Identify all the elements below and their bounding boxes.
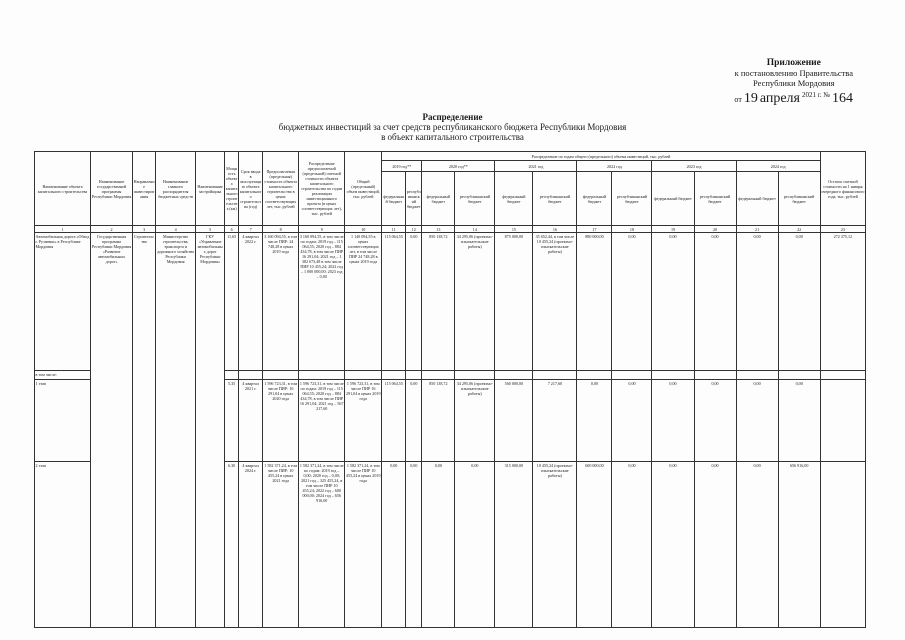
header-remaining: Остаток сметной стоимости на 1 января очередного финансового года, тыс. рублей: [820, 152, 865, 226]
value-cell: 115 064,55: [382, 233, 406, 371]
total-cell: 1 582 371,24, в том числе ПИР 10 455,24 в ценах 2019 года: [345, 462, 382, 628]
decree-day: 19: [743, 91, 758, 106]
header-fed-2021: федеральный бюджет: [495, 172, 533, 226]
object-name-cell: Автомобильная дорога «Обход г. Рузаевки» в Республике Мордовия: [35, 233, 91, 371]
value-cell: 0,00: [577, 380, 612, 462]
value-cell: 0,00: [612, 380, 652, 462]
header-direction: Направление инвестирования: [133, 152, 156, 226]
col-number: 21: [736, 226, 778, 233]
value-cell: 656 916,00: [778, 462, 820, 628]
value-cell: 0,00: [612, 462, 652, 628]
col-number: 10: [345, 226, 382, 233]
col-number: 17: [577, 226, 612, 233]
header-fed-2024: федеральный бюджет: [736, 172, 778, 226]
cost-cell: 3 160 094,55, в том числе ПИР: 24 748,28 в ценах 2019 года: [263, 233, 299, 371]
header-distribution: Распределение предполагаемой (предельной) сметной стоимости объекта капитального строительства по годам реализации инвестиционного проекта (в ценах соответствующих лет), тыс. рублей: [299, 152, 345, 226]
header-rep-2022: республиканский бюджет: [612, 172, 652, 226]
value-cell: 880 000,00: [577, 233, 612, 371]
col-number: 2: [91, 226, 133, 233]
value-cell: 0,00: [652, 462, 694, 628]
appendix-line-2: Республики Мордовия: [753, 78, 835, 88]
value-cell: 0,00: [382, 462, 406, 628]
total-cell: 1 140 094,55 в ценах соответствующих лет, в том числе ПИР 24 748,28 в ценах 2019 года: [345, 233, 382, 371]
header-year-2019: 2019 год**: [382, 161, 422, 172]
col-number: 3: [133, 226, 156, 233]
header-rep-2020: республиканский бюджет: [455, 172, 495, 226]
col-number: 12: [406, 226, 422, 233]
year-cell: 4 квартал 2021 г.: [239, 380, 263, 462]
value-cell: 315 000,00: [495, 462, 533, 628]
document-title: [0, 112, 905, 142]
value-cell: 0,00: [612, 233, 652, 371]
title-line-3: в объект капитального строительства: [381, 132, 524, 142]
col-number: 13: [422, 226, 455, 233]
value-cell: 0,00: [736, 380, 778, 462]
value-cell: 0,00: [406, 233, 422, 371]
cost-cell: 1 582 371,24, в том числе ПИР: 10 455,24 в ценах 2021 года: [263, 462, 299, 628]
cost-cell: 1 596 723,31, в том числе ПИР: 16 291,04 в ценах 2020 года: [263, 380, 299, 462]
header-fed-2019: федеральный бюджет: [382, 172, 406, 226]
value-cell: 10 455,24 (проектно-изыскательские работы): [533, 462, 577, 628]
header-object-name: Наименование объекта капитального строительства: [35, 152, 91, 226]
value-cell: 0,00: [736, 233, 778, 371]
value-cell: 0,00: [406, 380, 422, 462]
column-numbers-row: [35, 226, 866, 233]
capacity-cell: 5,35: [225, 380, 239, 462]
total-cell: 1 596 723,31, в том числе ПИР 16 291,04 в ценах 2019 года: [345, 380, 382, 462]
value-cell: 7 217,60: [533, 380, 577, 462]
col-number: 22: [778, 226, 820, 233]
col-number: 7: [239, 226, 263, 233]
value-cell: 560 000,00: [495, 380, 533, 462]
col-number: 18: [612, 226, 652, 233]
appendix-title: Приложение: [766, 58, 821, 68]
appendix-block: [734, 58, 853, 106]
value-cell: 850 138,72: [422, 380, 455, 462]
col-number: 14: [455, 226, 495, 233]
col-number: 1: [35, 226, 91, 233]
value-cell: 35 652,44, в том числе 10 455,24 (проектно-изыскательские работы): [533, 233, 577, 371]
decree-line: [734, 91, 853, 106]
remaining-cell: 272 375,12: [820, 233, 865, 371]
col-number: 9: [299, 226, 345, 233]
investment-table: [34, 151, 866, 628]
value-cell: 850 138,72: [422, 233, 455, 371]
header-year-2024: 2024 год: [736, 161, 820, 172]
direction-cell: Строительство: [133, 233, 156, 628]
title-line-2: бюджетных инвестиций за счет средств республиканского бюджета Республики Мордовия: [278, 122, 627, 132]
col-number: 19: [652, 226, 694, 233]
distribution-cell: 1 582 371,24, в том числе по годам: 2019 год – 0,00; 2020 год – 0,00; 2021 год – 325 455,24, в том числе ПИР 10 455,24; 2022 год – 600 000,00; 2024 год – 656 916,00: [299, 462, 345, 628]
header-builder: Наименование застройщика: [196, 152, 225, 226]
header-rep-2023: республиканский бюджет: [694, 172, 736, 226]
header-cost: Предполагаемая (предельная) стоимость объекта капитального строительства в ценах соответствующих лет, тыс. рублей: [263, 152, 299, 226]
value-cell: 0,00: [406, 462, 422, 628]
year-cell: 4 квартал 2024 г.: [239, 462, 263, 628]
value-cell: 0,00: [455, 462, 495, 628]
value-cell: 0,00: [422, 462, 455, 628]
program-cell: Государственная программа Республики Мордовия «Развитие автомобильных дорог»: [91, 233, 133, 628]
header-total: Общий (предельный) объем инвестиций, тыс. рублей: [345, 152, 382, 226]
value-cell: 0,00: [778, 233, 820, 371]
value-cell: 0,00: [694, 380, 736, 462]
col-number: 16: [533, 226, 577, 233]
value-cell: 115 064,55: [382, 380, 406, 462]
header-fed-2023: федеральный бюджет: [652, 172, 694, 226]
year-cell: 4 квартал 2022 г.: [239, 233, 263, 371]
value-cell: 34 295,06 (проектно-изыскательские работы): [455, 233, 495, 371]
header-year-2023: 2023 год: [652, 161, 736, 172]
decree-from: от: [734, 95, 742, 104]
header-year-2022: 2022 год: [577, 161, 652, 172]
appendix-line-1: к постановлению Правительства: [734, 68, 853, 78]
col-number: 6: [225, 226, 239, 233]
col-number: 15: [495, 226, 533, 233]
value-cell: 0,00: [652, 233, 694, 371]
header-grbs: Наименование главного распорядителя бюджетных средств: [156, 152, 196, 226]
builder-cell: ГКУ «Управление автомобильных дорог Республики Мордовия»: [196, 233, 225, 628]
stage-name-cell: 1 этап: [35, 380, 91, 462]
stage-name-cell: 2 этап: [35, 462, 91, 628]
capacity-cell: 6,30: [225, 462, 239, 628]
header-rep-2021: республиканский бюджет: [533, 172, 577, 226]
header-fed-2022: федеральный бюджет: [577, 172, 612, 226]
col-number: 8: [263, 226, 299, 233]
col-number: 23: [820, 226, 865, 233]
value-cell: 34 295,06 (проектно-изыскательские работы): [455, 380, 495, 462]
col-number: 20: [694, 226, 736, 233]
header-group: Распределение по годам общего (предельного) объема инвестиций, тыс. рублей: [382, 152, 820, 161]
value-cell: 0,00: [778, 380, 820, 462]
header-row-1: [35, 152, 866, 161]
value-cell: 0,00: [694, 462, 736, 628]
distribution-cell: 1 596 723,31, в том числе по годам: 2019 год – 115 064,55; 2020 год – 884 434,78, в том числе ПИР 16 291,04; 2021 год – 567 217,60: [299, 380, 345, 462]
col-number: 5: [196, 226, 225, 233]
distribution-cell: 3 160 094,55, в том числе по годам: 2019 год – 115 064,55; 2020 год – 884 434,78, в том числе ПИР 16 291,04; 2021 год – 1 382 673,48 в том числе ПИР 10 455,24; 2022 год – 1 000 000,00; 2023 год – 0,00: [299, 233, 345, 371]
header-rep-2024: республиканский бюджет: [778, 172, 820, 226]
decree-year: 2021 г. №: [801, 91, 830, 99]
header-rep-2019: республиканский бюджет: [406, 172, 422, 226]
col-number: 11: [382, 226, 406, 233]
header-capacity: Мощность объекта капитального строительства (км): [225, 152, 239, 226]
including-label: в том числе:: [35, 371, 91, 380]
value-cell: 600 000,00: [577, 462, 612, 628]
value-cell: 875 000,00: [495, 233, 533, 371]
capacity-cell: 11,65: [225, 233, 239, 371]
header-year-2021: 2021 год: [495, 161, 577, 172]
value-cell: 0,00: [736, 462, 778, 628]
col-number: 4: [156, 226, 196, 233]
decree-number: 164: [832, 91, 853, 106]
header-fed-2020: федеральный бюджет: [422, 172, 455, 226]
decree-month: апреля: [759, 91, 800, 106]
grbs-cell: Министерство строительства, транспорта и дорожного хозяйства Республики Мордовия: [156, 233, 196, 628]
header-commission-year: Срок ввода в эксплуатацию объекта капитального строительства (год): [239, 152, 263, 226]
value-cell: 0,00: [652, 380, 694, 462]
header-program: Наименование государственной программы Республики Мордовия: [91, 152, 133, 226]
table-row: [35, 233, 866, 371]
title-line-1: Распределение: [422, 112, 483, 122]
header-year-2020: 2020 год**: [422, 161, 495, 172]
value-cell: 0,00: [694, 233, 736, 371]
